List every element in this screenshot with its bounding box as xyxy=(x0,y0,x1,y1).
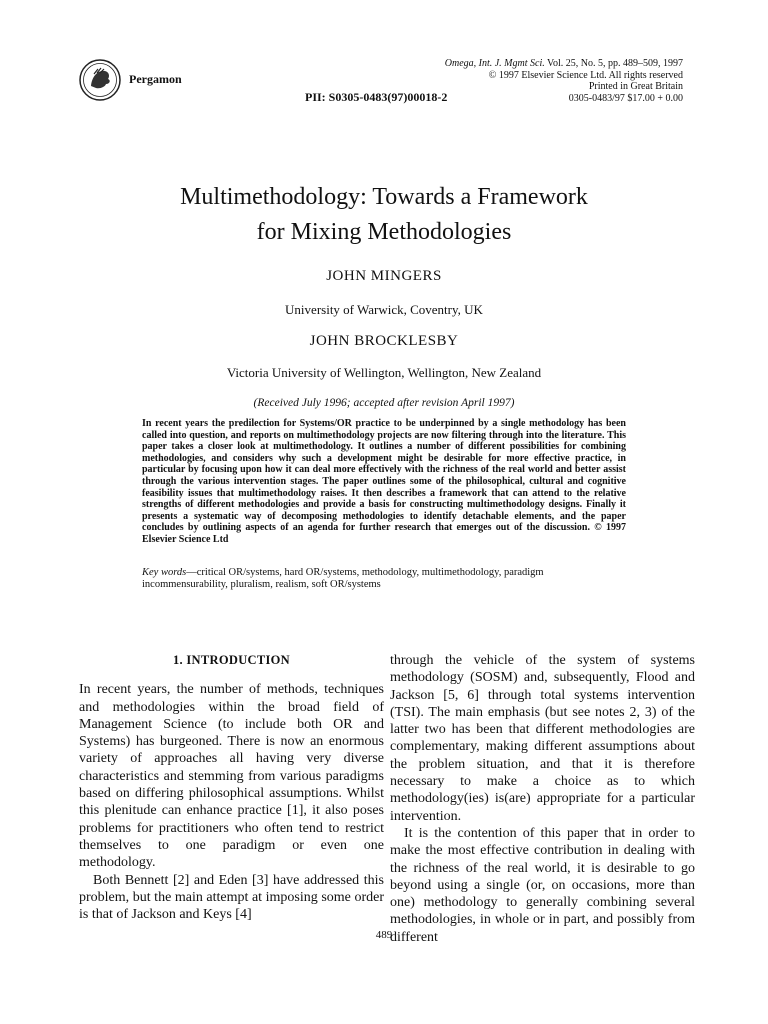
publisher-logo-icon xyxy=(78,58,122,102)
section-heading: 1. INTRODUCTION xyxy=(172,653,290,667)
journal-citation xyxy=(445,58,683,104)
author-name-2: JOHN BROCKLESBY xyxy=(309,333,459,349)
body-paragraph: through the vehicle of the system of systems methodology (SOSM) and, subsequently, Flood and Jackson [5, 6] through total systems intervention (TSI). The main emphasis (but see notes 2, 3) of the latter two has been that different methodologies are complementary, making different assumptions about the problem situation, and that it is therefore necessary to make a choice as to which methodology(ies) is(are) appropriate for a particular intervention. xyxy=(390,653,695,824)
title-line-2: for Mixing Methodologies xyxy=(256,219,512,245)
author-name-1: JOHN MINGERS xyxy=(326,268,442,284)
title-line-1: Multimethodology: Towards a Framework xyxy=(180,184,588,210)
pii-code: PII: S0305-0483(97)00018-2 xyxy=(305,90,448,104)
body-paragraph: Both Bennett [2] and Eden [3] have addressed this problem, but the main attempt at imposing some order is that of Jackson and Keys [4] xyxy=(79,872,384,923)
copyright-line: © 1997 Elsevier Science Ltd. All rights reserved xyxy=(488,69,683,81)
journal-volume-line xyxy=(445,58,683,70)
author-affiliation-2: Victoria University of Wellington, Wellington, New Zealand xyxy=(226,365,542,380)
body-paragraph: It is the contention of this paper that in order to make the most effective contribution in dealing with the richness of the real world, it is desirable to go beyond using a single (or, on occasions, more than one) methodology to generally combining several methodologies, in whole or in part, and possibly from different xyxy=(390,825,695,945)
abstract: In recent years the predilection for Systems/OR practice to be underpinned by a single methodology has been called into question, and reports on multimethodology projects are now filtering through into the literature. This paper takes a closer look at multimethodology. It outlines a number of different possibilities for combining methodologies, and considers why such a development might be desirable for more effective practice, in particular by focusing upon how it can deal more effectively with the richness of the real world and better assist through the various intervention stages. The paper outlines some of the philosophical, cultural and cognitive feasibility issues that multimethodology raises. It then describes a framework that can attend to the relative strengths of different methodologies and provide a basis for constructing multimethodology designs. Finally it presents a systematic way of decomposing methodologies to identify detachable elements, and the paper concludes by outlining aspects of an agenda for further research that emerges out of the discussion. © 1997 Elsevier Science Ltd xyxy=(142,418,626,545)
page-number: 489 xyxy=(375,929,393,941)
keywords-text: —critical OR/systems, hard OR/systems, methodology, multimethodology, paradigm incommensurability, pluralism, realism, soft OR/systems xyxy=(142,567,544,590)
received-dates: (Received July 1996; accepted after revision April 1997) xyxy=(253,397,515,409)
publisher-name: Pergamon xyxy=(129,72,182,86)
journal-name: Omega, Int. J. Mgmt Sci. xyxy=(444,58,545,69)
paper-title xyxy=(0,180,768,250)
author-affiliation-1: University of Warwick, Coventry, UK xyxy=(285,302,483,317)
keywords xyxy=(142,567,632,591)
body-column-left xyxy=(79,652,384,923)
keywords-label: Key words xyxy=(142,567,187,578)
body-paragraph: In recent years, the number of methods, techniques and methodologies within the broad field of Management Science (to include both OR and Systems) has burgeoned. There is now an enormous variety of approaches all having very diverse characteristics and stemming from various paradigms based on differing philosophical assumptions. Whilst this plenitude can enhance practice [1], it also poses problems for practitioners who often tend to restrict themselves to one paradigm or even one methodology. xyxy=(79,682,384,871)
body-column-right xyxy=(390,652,695,946)
price-line: 0305-0483/97 $17.00 + 0.00 xyxy=(568,92,683,104)
printed-line: Printed in Great Britain xyxy=(588,81,683,92)
journal-volume: Vol. 25, No. 5, pp. 489–509, 1997 xyxy=(544,58,683,69)
